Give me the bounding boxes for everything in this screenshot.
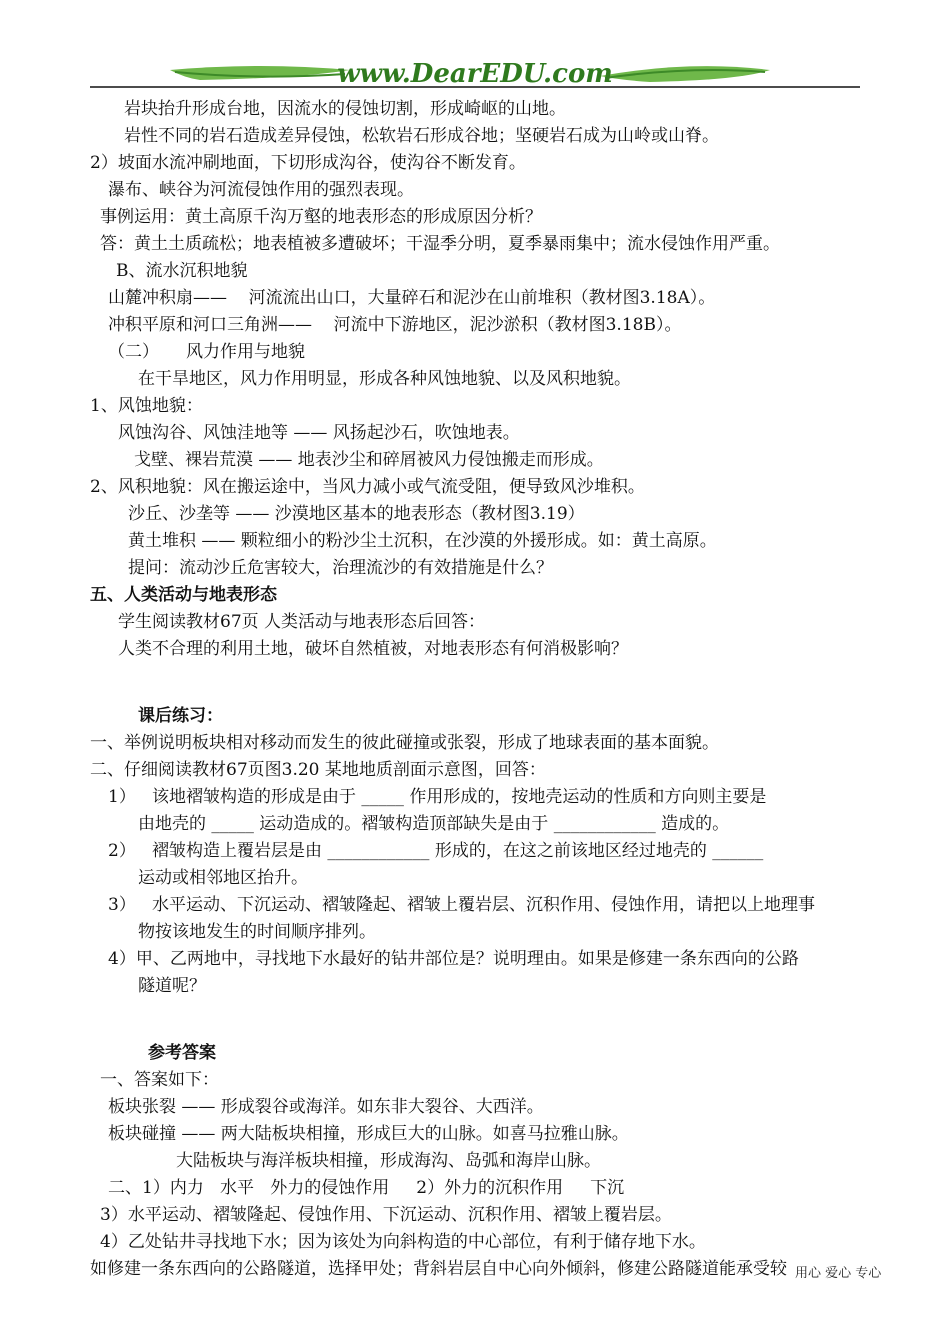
text-line: 板块张裂 —— 形成裂谷或海洋。如东非大裂谷、大西洋。 [108, 1097, 544, 1117]
logo-text: www.DearEDU.com [337, 59, 613, 89]
text-line: 板块碰撞 —— 两大陆板块相撞，形成巨大的山脉。如喜马拉雅山脉。 [108, 1124, 629, 1144]
text-line: 在干旱地区，风力作用明显，形成各种风蚀地貌、以及风积地貌。 [138, 369, 631, 389]
logo-swoosh-right [600, 66, 770, 82]
text-line: B、流水沉积地貌 [116, 261, 248, 281]
text-line: 2）坡面水流冲刷地面，下切形成沟谷，使沟谷不断发育。 [90, 153, 526, 173]
page-footer: 用心 爱心 专心 [795, 1266, 882, 1281]
text-line: 一、举例说明板块相对移动而发生的彼此碰撞或张裂，形成了地球表面的基本面貌。 [90, 733, 719, 753]
text-line: 答：黄土土质疏松；地表植被多遭破坏；干湿季分明，夏季暴雨集中；流水侵蚀作用严重。 [100, 234, 780, 254]
section-heading: 五、人类活动与地表形态 [90, 585, 277, 605]
section-heading: 课后练习： [138, 706, 223, 726]
page-header [0, 0, 950, 92]
text-line: 学生阅读教材67页 人类活动与地表形态后回答： [118, 612, 486, 632]
header-logo-banner [0, 0, 950, 92]
text-line: 岩块抬升形成台地，因流水的侵蚀切割，形成崎岖的山地。 [124, 99, 566, 119]
text-line: 冲积平原和河口三角洲—— 河流中下游地区，泥沙淤积（教材图3.18B）。 [108, 315, 682, 335]
text-line: 2） 褶皱构造上覆岩层是由 ____________ 形成的，在这之前该地区经过地壳的 ______ [108, 841, 764, 861]
text-line: 物按该地发生的时间顺序排列。 [138, 922, 376, 942]
text-line: 4）甲、乙两地中，寻找地下水最好的钻井部位是？说明理由。如果是修建一条东西向的公路 [108, 949, 799, 969]
text-line: 1） 该地褶皱构造的形成是由于 _____ 作用形成的，按地壳运动的性质和方向则主要是 [108, 787, 767, 807]
text-line: 黄土堆积 —— 颗粒细小的粉沙尘土沉积，在沙漠的外援形成。如：黄土高原。 [128, 531, 717, 551]
text-line: 3） 水平运动、下沉运动、褶皱隆起、褶皱上覆岩层、沉积作用、侵蚀作用，请把以上地理事 [108, 895, 816, 915]
text-line: 人类不合理的利用土地，破坏自然植被，对地表形态有何消极影响？ [118, 639, 628, 659]
text-line: （二） 风力作用与地貌 [108, 342, 306, 362]
text-line: 沙丘、沙垄等 —— 沙漠地区基本的地表形态（教材图3.19） [128, 504, 585, 524]
text-line: 隧道呢？ [138, 976, 206, 996]
text-line: 2、风积地貌：风在搬运途中，当风力减小或气流受阻，便导致风沙堆积。 [90, 477, 645, 497]
text-line: 山麓冲积扇—— 河流流出山口，大量碎石和泥沙在山前堆积（教材图3.18A）。 [108, 288, 716, 308]
text-line: 1、风蚀地貌： [90, 396, 203, 416]
text-line: 瀑布、峡谷为河流侵蚀作用的强烈表现。 [108, 180, 414, 200]
text-line: 一、答案如下： [100, 1070, 219, 1090]
text-line: 提问：流动沙丘危害较大，治理流沙的有效措施是什么？ [128, 558, 553, 578]
text-line: 由地壳的 _____ 运动造成的。褶皱构造顶部缺失是由于 ____________ 造成的。 [138, 814, 730, 834]
text-line: 戈壁、裸岩荒漠 —— 地表沙尘和碎屑被风力侵蚀搬走而形成。 [134, 450, 604, 470]
text-line: 风蚀沟谷、风蚀洼地等 —— 风扬起沙石，吹蚀地表。 [118, 423, 520, 443]
text-line: 大陆板块与海洋板块相撞，形成海沟、岛弧和海岸山脉。 [176, 1151, 601, 1171]
text-line: 二、仔细阅读教材67页图3.20 某地地质剖面示意图，回答： [90, 760, 546, 780]
text-line: 二、1）内力 水平 外力的侵蚀作用 2）外力的沉积作用 下沉 [108, 1178, 625, 1198]
text-line: 3）水平运动、褶皱隆起、侵蚀作用、下沉运动、沉积作用、褶皱上覆岩层。 [100, 1205, 672, 1225]
text-line: 事例运用：黄土高原千沟万壑的地表形态的形成原因分析？ [100, 207, 542, 227]
text-line: 岩性不同的岩石造成差异侵蚀，松软岩石形成谷地；坚硬岩石成为山岭或山脊。 [124, 126, 719, 146]
text-line: 运动或相邻地区抬升。 [138, 868, 308, 888]
text-line: 4）乙处钻井寻找地下水；因为该处为向斜构造的中心部位，有利于储存地下水。 [100, 1232, 706, 1252]
text-line: 如修建一条东西向的公路隧道，选择甲处；背斜岩层自中心向外倾斜，修建公路隧道能承受较 [90, 1259, 787, 1279]
section-heading: 参考答案 [148, 1043, 216, 1063]
